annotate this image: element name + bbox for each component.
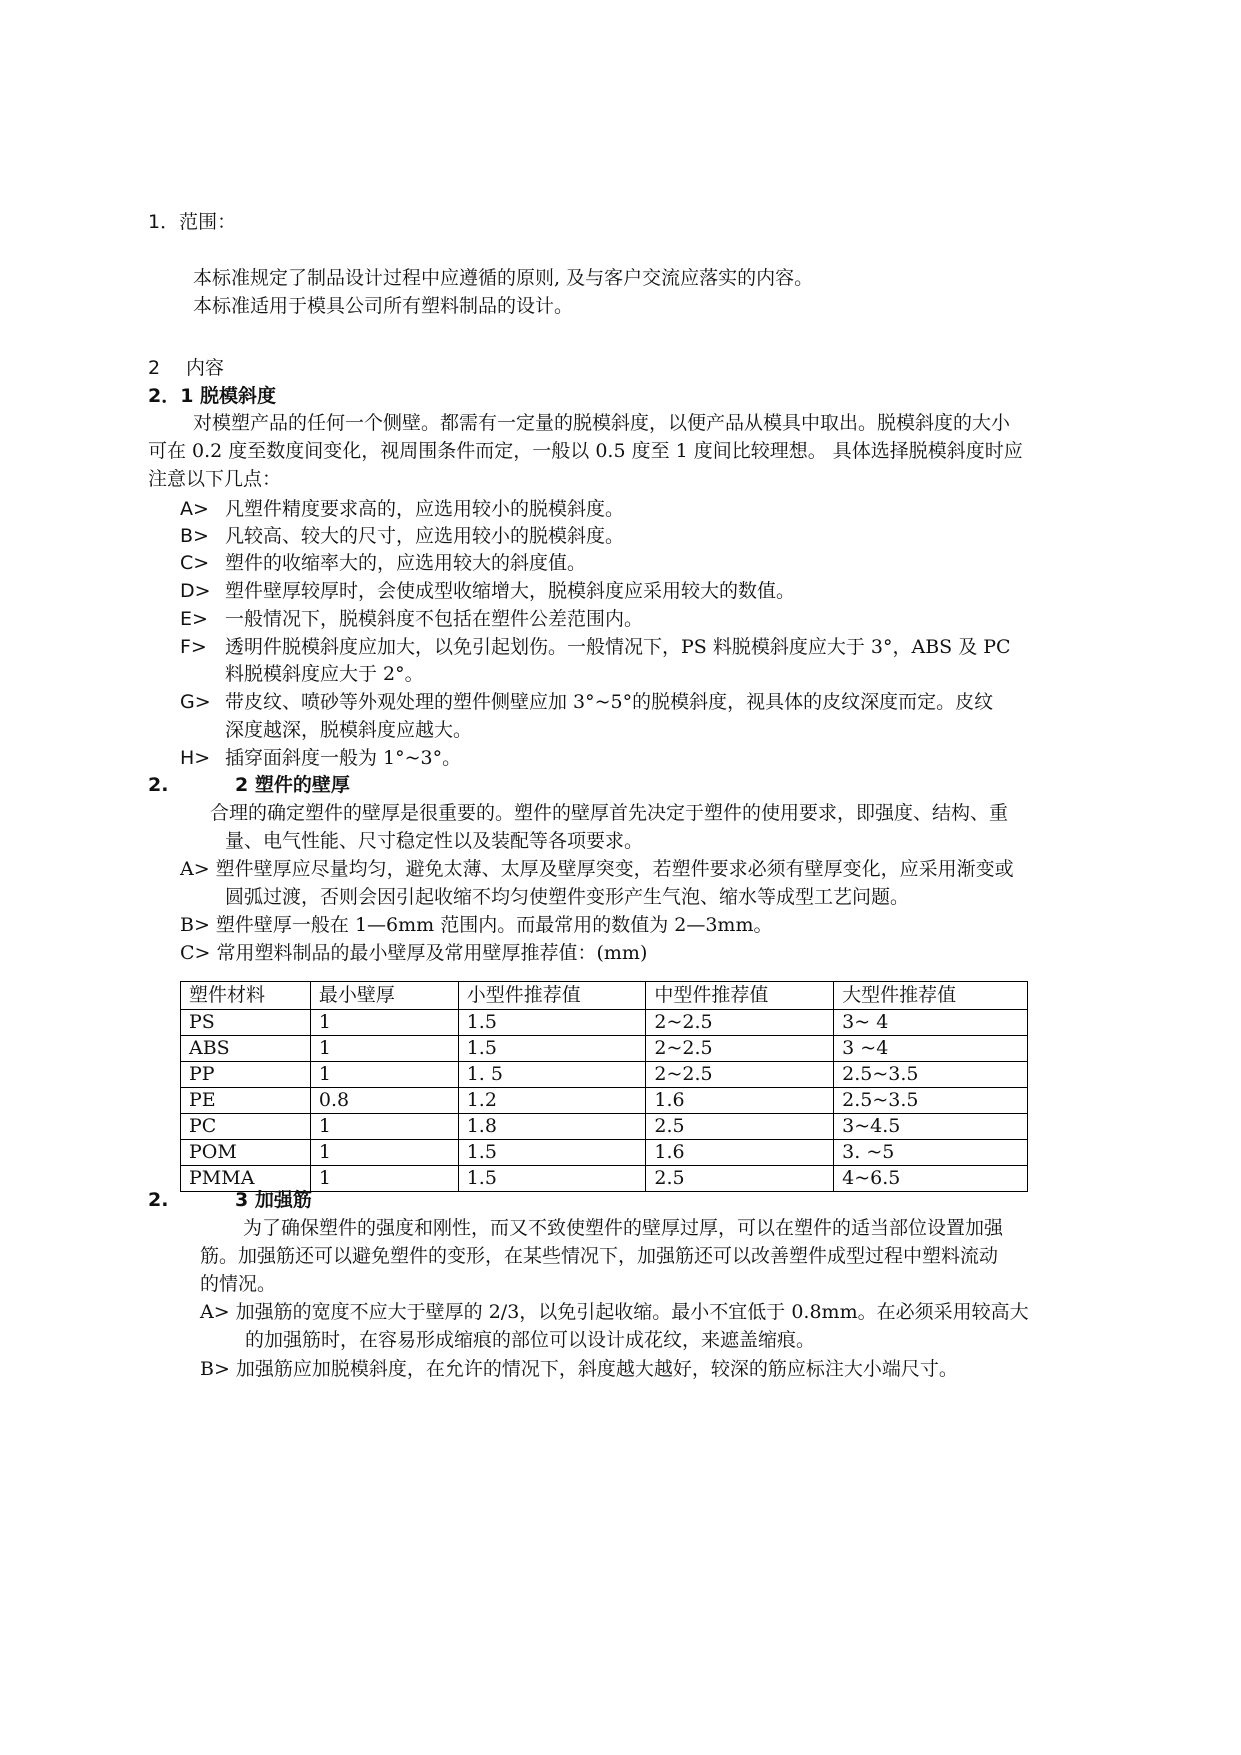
list-marker: F> <box>180 636 207 658</box>
list-item-text-continued: 料脱模斜度应大于 2°。 <box>225 663 424 685</box>
table-cell: 1.5 <box>458 1166 646 1192</box>
section-2-2-heading: 2 塑件的壁厚 <box>235 774 350 796</box>
table-cell: 2.5 <box>646 1166 834 1192</box>
section-2-3-paragraph-line: 为了确保塑件的强度和刚性，而又不致使塑件的壁厚过厚，可以在塑件的适当部位设置加强 <box>243 1217 1004 1239</box>
table-cell: 3. ~5 <box>834 1140 1028 1166</box>
table-cell: PMMA <box>181 1166 311 1192</box>
section-2-2-item-c: C> 常用塑料制品的最小壁厚及常用壁厚推荐值：(mm) <box>180 942 648 964</box>
list-marker: B> <box>180 525 209 547</box>
list-item-text: 插穿面斜度一般为 1°~3°。 <box>225 747 462 769</box>
list-marker: H> <box>180 747 211 769</box>
section-2-3-item-a-continued: 的加强筋时，在容易形成缩痕的部位可以设计成花纹，来遮盖缩痕。 <box>245 1329 816 1351</box>
table-cell: POM <box>181 1140 311 1166</box>
section-2-2-item-b: B> 塑件壁厚一般在 1—6mm 范围内。而最常用的数值为 2—3mm。 <box>180 914 773 936</box>
section-2-3-number: 2. <box>148 1189 169 1211</box>
table-cell: 2~2.5 <box>646 1062 834 1088</box>
table-cell: 1.5 <box>458 1140 646 1166</box>
list-marker: D> <box>180 580 211 602</box>
table-cell: 1 <box>310 1062 458 1088</box>
section-1-paragraph-1: 本标准规定了制品设计过程中应遵循的原则, 及与客户交流应落实的内容。 <box>193 267 814 289</box>
table-cell: 1 <box>310 1140 458 1166</box>
table-cell: 3~4.5 <box>834 1114 1028 1140</box>
list-item-text: 一般情况下，脱模斜度不包括在塑件公差范围内。 <box>225 608 644 630</box>
section-2-3-paragraph-line: 筋。加强筋还可以避免塑件的变形，在某些情况下，加强筋还可以改善塑件成型过程中塑料流动 <box>200 1245 999 1267</box>
table-row <box>181 1140 1028 1166</box>
table-cell: 1.2 <box>458 1088 646 1114</box>
section-1-heading: 1．范围： <box>148 211 237 233</box>
table-cell: 2.5 <box>646 1114 834 1140</box>
list-item-text: 凡较高、较大的尺寸，应选用较小的脱模斜度。 <box>225 525 625 547</box>
table-cell: 1 <box>310 1114 458 1140</box>
table-cell: 4~6.5 <box>834 1166 1028 1192</box>
table-row <box>181 1114 1028 1140</box>
section-2-3-paragraph-line: 的情况。 <box>200 1273 277 1295</box>
table-header-cell: 大型件推荐值 <box>834 982 1028 1010</box>
section-2-1-paragraph-line: 对模塑产品的任何一个侧壁。都需有一定量的脱模斜度，以便产品从模具中取出。脱模斜度的大小 <box>193 412 1011 434</box>
list-marker: C> <box>180 552 210 574</box>
table-header-cell: 中型件推荐值 <box>646 982 834 1010</box>
table-cell: 1.6 <box>646 1140 834 1166</box>
section-2-1-heading: 2．1 脱模斜度 <box>148 385 277 407</box>
table-cell: 1 <box>310 1036 458 1062</box>
section-1-paragraph-2: 本标准适用于模具公司所有塑料制品的设计。 <box>193 295 574 317</box>
table-cell: PS <box>181 1010 311 1036</box>
section-2-3-item-a: A> 加强筋的宽度不应大于壁厚的 2/3，以免引起收缩。最小不宜低于 0.8mm。在必须采用较高大 <box>200 1301 1029 1323</box>
table-row <box>181 1010 1028 1036</box>
section-2-2-paragraph-line: 合理的确定塑件的壁厚是很重要的。塑件的壁厚首先决定于塑件的使用要求，即强度、结构、重 <box>210 802 1009 824</box>
section-2-2-item-a: A> 塑件壁厚应尽量均匀，避免太薄、太厚及壁厚突变，若塑件要求必须有壁厚变化，应采用渐变或 <box>180 858 1014 880</box>
table-cell: PE <box>181 1088 311 1114</box>
list-item-text: 透明件脱模斜度应加大，以免引起划伤。一般情况下，PS 料脱模斜度应大于 3°，ABS 及 PC <box>225 636 1011 658</box>
table-row <box>181 1088 1028 1114</box>
table-row <box>181 1036 1028 1062</box>
list-item-text: 带皮纹、喷砂等外观处理的塑件侧壁应加 3°~5°的脱模斜度，视具体的皮纹深度而定。皮纹 <box>225 691 994 713</box>
table-cell: 2.5~3.5 <box>834 1088 1028 1114</box>
list-item-text-continued: 深度越深，脱模斜度应越大。 <box>225 719 473 741</box>
table-cell: 1 <box>310 1010 458 1036</box>
table-header-cell: 塑件材料 <box>181 982 311 1010</box>
wall-thickness-table <box>180 981 1028 1192</box>
list-marker: A> <box>180 498 209 520</box>
section-2-1-paragraph-line: 可在 0.2 度至数度间变化，视周围条件而定，一般以 0.5 度至 1 度间比较理想。 具体选择脱模斜度时应 <box>148 440 1023 462</box>
section-2-3-heading: 3 加强筋 <box>235 1189 312 1211</box>
table-cell: 1.5 <box>458 1036 646 1062</box>
table-cell: 1.6 <box>646 1088 834 1114</box>
table-cell: 2.5~3.5 <box>834 1062 1028 1088</box>
list-item-text: 塑件的收缩率大的，应选用较大的斜度值。 <box>225 552 587 574</box>
table-cell: 1.5 <box>458 1010 646 1036</box>
table-cell: 1.8 <box>458 1114 646 1140</box>
table-header-cell: 小型件推荐值 <box>458 982 646 1010</box>
section-2-3-item-b: B> 加强筋应加脱模斜度，在允许的情况下，斜度越大越好，较深的筋应标注大小端尺寸。 <box>200 1358 958 1380</box>
section-2-2-paragraph-line: 量、电气性能、尺寸稳定性以及装配等各项要求。 <box>225 830 644 852</box>
list-marker: G> <box>180 691 211 713</box>
section-2-number: 2 <box>148 357 161 379</box>
table-header-row <box>181 982 1028 1010</box>
table-row <box>181 1062 1028 1088</box>
table-cell: PP <box>181 1062 311 1088</box>
list-marker: E> <box>180 608 208 630</box>
table-cell: 3 ~4 <box>834 1036 1028 1062</box>
section-2-1-paragraph-line: 注意以下几点： <box>148 468 282 490</box>
section-2-2-number: 2. <box>148 774 169 796</box>
list-item-text: 凡塑件精度要求高的，应选用较小的脱模斜度。 <box>225 498 625 520</box>
list-item-text: 塑件壁厚较厚时，会使成型收缩增大，脱模斜度应采用较大的数值。 <box>225 580 796 602</box>
table-cell: 2~2.5 <box>646 1036 834 1062</box>
table-header-cell: 最小壁厚 <box>310 982 458 1010</box>
section-2-2-item-a-continued: 圆弧过渡，否则会因引起收缩不均匀使塑件变形产生气泡、缩水等成型工艺问题。 <box>225 886 910 908</box>
table-cell: 2~2.5 <box>646 1010 834 1036</box>
table-cell: ABS <box>181 1036 311 1062</box>
table-cell: PC <box>181 1114 311 1140</box>
table-cell: 1 <box>310 1166 458 1192</box>
table-cell: 0.8 <box>310 1088 458 1114</box>
table-cell: 1. 5 <box>458 1062 646 1088</box>
section-2-heading: 内容 <box>186 357 225 379</box>
table-cell: 3~ 4 <box>834 1010 1028 1036</box>
